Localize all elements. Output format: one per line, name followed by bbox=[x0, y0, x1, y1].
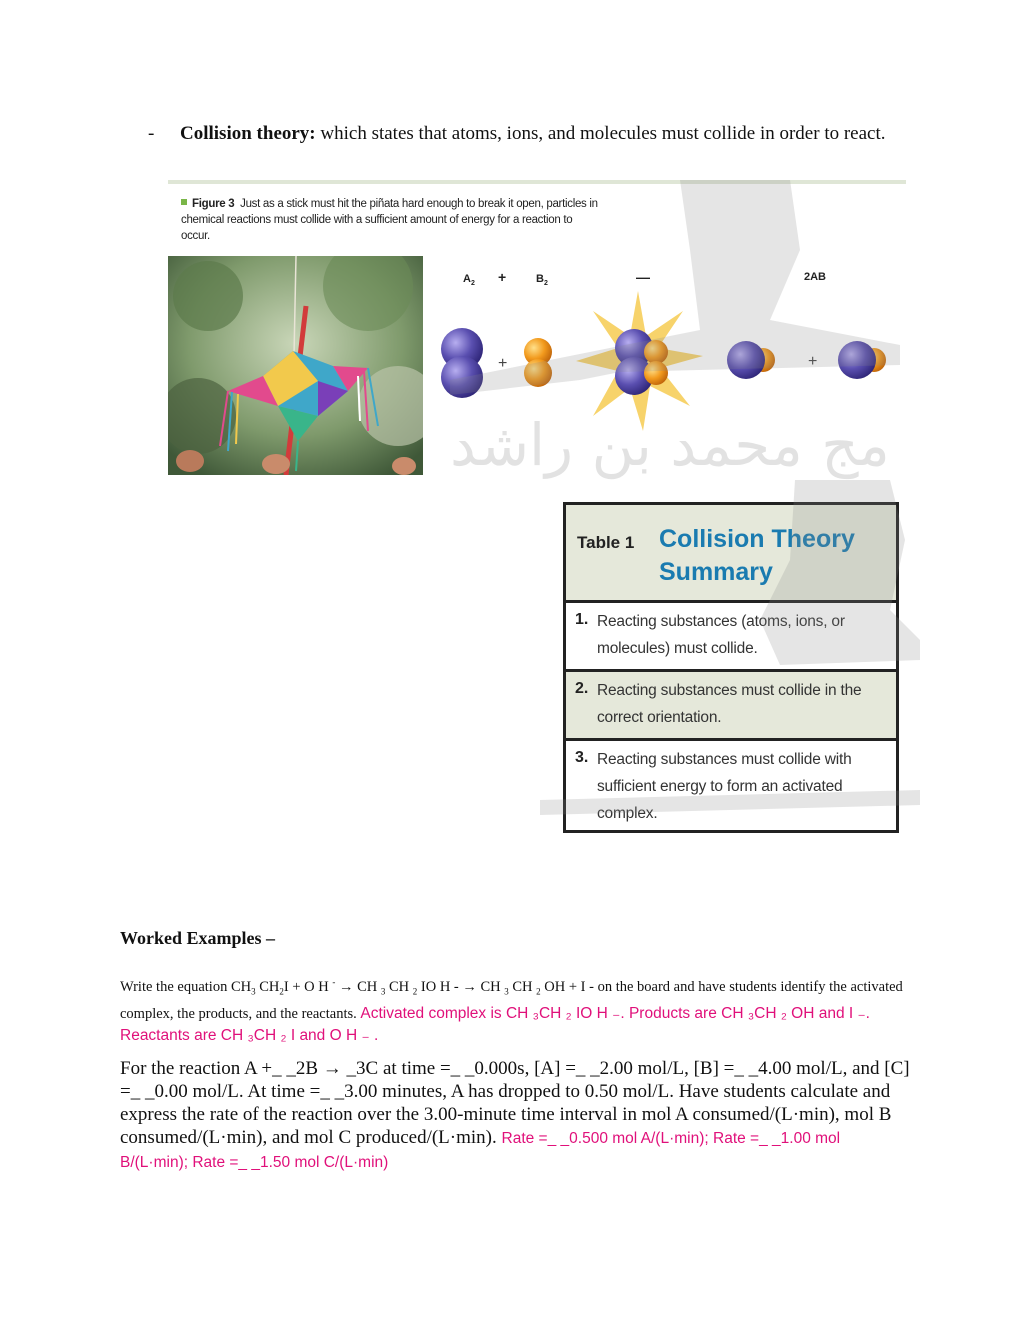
molecule-b2 bbox=[524, 338, 552, 387]
example-1-answer: Activated complex is CH ₃CH ₂ IO H ₋. Products are CH ₃CH ₂ OH and I ₋. Reactants are CH ₃CH ₂ I and O H ₋ . bbox=[120, 1004, 870, 1044]
row-number: 2. bbox=[575, 680, 589, 697]
collision-theory-text: which states that atoms, ions, and molecules must collide in order to react. bbox=[315, 123, 886, 144]
figure-caption bbox=[181, 196, 601, 244]
collision-theory-definition bbox=[180, 122, 900, 145]
label-2ab: 2AB bbox=[804, 271, 827, 283]
example-1-paragraph: Write the equation $CH_3$ $CH_2I + O$ H - → CH $_3$ CH $_2$ IO H - → CH $_3$ CH $_2$ OH + I - on the board and have students identify the activated complex, the products, and the reactants. Activated complex is CH ₃CH ₂ IO H ₋. Products are CH ₃CH ₂ OH and I ₋. Reactants are CH ₃CH ₂ I and O H ₋ . bbox=[120, 977, 903, 1044]
example-2-paragraph bbox=[120, 1057, 910, 1174]
label-a2: $A_2$ bbox=[463, 273, 475, 287]
table-row bbox=[566, 600, 896, 669]
row-number: 3. bbox=[575, 749, 589, 766]
figure-top-rule bbox=[168, 180, 906, 184]
molecule-ab-1 bbox=[727, 341, 775, 379]
table-header bbox=[566, 505, 896, 600]
collision-burst-icon bbox=[576, 291, 703, 431]
figure-marker-icon bbox=[181, 199, 187, 205]
collision-theory-term: Collision theory: bbox=[180, 123, 316, 144]
table-row bbox=[566, 738, 896, 830]
bullet-dash: - bbox=[148, 123, 155, 144]
figure-caption-text: Just as a stick must hit the piñata hard enough to break it open, particles in chemical reactions must collide with a sufficient amount of energy for a reaction to occur. bbox=[181, 198, 598, 242]
label-b2: $B_2$ bbox=[536, 273, 548, 287]
label-plus: + bbox=[498, 269, 507, 285]
pinata-photo bbox=[168, 256, 423, 475]
table-row bbox=[566, 669, 896, 738]
row-text: Reacting substances must collide in the correct orientation. bbox=[597, 682, 862, 726]
row-text: Reacting substances (atoms, ions, or molecules) must collide. bbox=[597, 613, 845, 657]
molecule-a2 bbox=[441, 328, 483, 398]
worked-examples-heading: Worked Examples – bbox=[120, 928, 276, 948]
example-2-question: For the reaction A +_ _2B → _3C at time =_ _0.000s, [A] =_ _2.00 mol/L, [B] =_ _4.00 mol/L, and [C] =_ _0.00 mol/L. At time =_ _3.00 minutes, A has dropped to 0.50 mol/L. Have students calculate and express the rate of the reaction over the 3.00-minute time interval in mol A consumed/(L·min), mol B consumed/(L·min), and mol C produced/(L·min). bbox=[120, 1058, 910, 1148]
reaction-arrow: — bbox=[636, 269, 650, 285]
collision-theory-table bbox=[563, 502, 899, 833]
plus-sign-1: + bbox=[498, 355, 508, 372]
table-title-line-2: Summary bbox=[659, 558, 773, 586]
table-title-line-1: Collision Theory bbox=[659, 525, 855, 553]
figure-3 bbox=[168, 180, 906, 475]
pinata-illustration bbox=[168, 256, 423, 475]
reaction-diagram bbox=[428, 256, 906, 475]
plus-sign-2: + bbox=[808, 353, 818, 370]
figure-number: Figure 3 bbox=[192, 198, 235, 210]
table-title bbox=[659, 523, 889, 589]
molecule-ab-2 bbox=[838, 341, 886, 379]
table-label: Table 1 bbox=[577, 533, 635, 552]
row-number: 1. bbox=[575, 611, 589, 628]
watermark-text: مج محمد بن راشد bbox=[450, 411, 890, 479]
example-2-answer: Rate =_ _0.500 mol A/(L·min); Rate =_ _1.00 mol B/(L·min); Rate =_ _1.50 mol C/(L·min) bbox=[120, 1130, 841, 1171]
row-text: Reacting substances must collide with sufficient energy to form an activated complex. bbox=[597, 751, 852, 822]
